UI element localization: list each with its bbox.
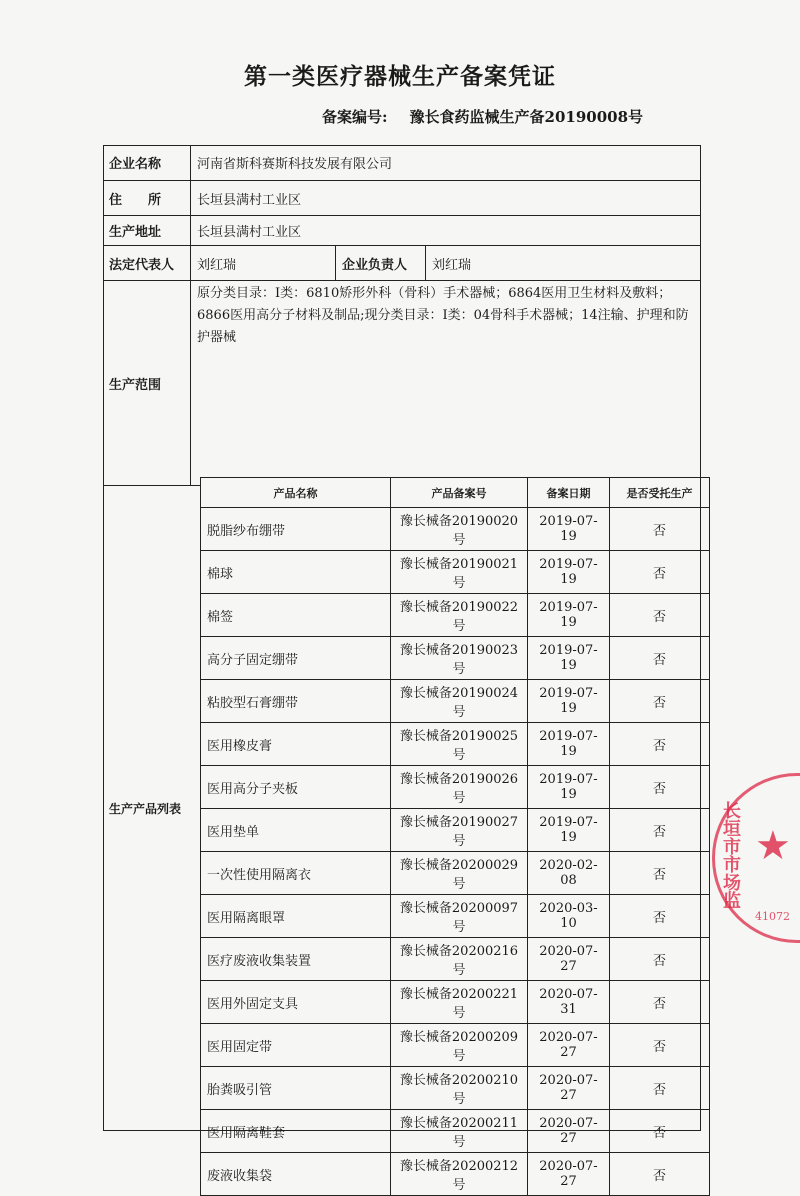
table-row <box>201 766 710 809</box>
product-name-cell: 一次性使用隔离衣 <box>201 852 391 895</box>
table-row <box>201 594 710 637</box>
date-cell: 2020-03-10 <box>528 895 610 938</box>
entrusted-cell: 否 <box>610 551 710 594</box>
registration-no-cell: 豫长械备20190027号 <box>391 809 528 852</box>
product-name-cell: 医用高分子夹板 <box>201 766 391 809</box>
legal-rep-value: 刘红瑞 <box>190 245 335 280</box>
entrusted-cell: 否 <box>610 766 710 809</box>
table-row <box>201 1024 710 1067</box>
product-name-cell: 胎粪吸引管 <box>201 1067 391 1110</box>
date-cell: 2020-07-27 <box>528 1110 610 1153</box>
production-address-label: 生产地址 <box>103 215 190 245</box>
registration-no-cell: 豫长械备20200097号 <box>391 895 528 938</box>
date-cell: 2019-07-19 <box>528 680 610 723</box>
entrusted-cell: 否 <box>610 981 710 1024</box>
registration-no-cell: 豫长械备20200029号 <box>391 852 528 895</box>
registration-no-cell: 豫长械备20190022号 <box>391 594 528 637</box>
registration-no-cell: 豫长械备20200212号 <box>391 1153 528 1196</box>
product-name-cell: 废液收集袋 <box>201 1153 391 1196</box>
principal-label: 企业负责人 <box>335 245 425 280</box>
date-cell: 2019-07-19 <box>528 637 610 680</box>
registration-label: 备案编号: <box>322 108 388 126</box>
entrusted-cell: 否 <box>610 594 710 637</box>
registration-no-cell: 豫长械备20200221号 <box>391 981 528 1024</box>
product-name-cell: 高分子固定绷带 <box>201 637 391 680</box>
date-cell: 2019-07-19 <box>528 723 610 766</box>
product-name-cell: 医用隔离眼罩 <box>201 895 391 938</box>
official-seal <box>712 773 800 943</box>
star-icon: ★ <box>755 823 791 869</box>
registration-no-cell: 豫长械备20200209号 <box>391 1024 528 1067</box>
table-row <box>201 508 710 551</box>
product-name-cell: 脱脂纱布绷带 <box>201 508 391 551</box>
table-row <box>201 895 710 938</box>
products-table <box>200 477 710 1196</box>
date-cell: 2020-07-27 <box>528 1024 610 1067</box>
registration-no-cell: 豫长械备20190025号 <box>391 723 528 766</box>
table-row <box>201 938 710 981</box>
entrusted-cell: 否 <box>610 938 710 981</box>
registration-value: 豫长食药监械生产备20190008号 <box>409 108 644 126</box>
entrusted-cell: 否 <box>610 1110 710 1153</box>
registration-no-cell: 豫长械备20200211号 <box>391 1110 528 1153</box>
document-title: 第一类医疗器械生产备案凭证 <box>244 63 556 90</box>
table-row <box>201 680 710 723</box>
address-label: 住 所 <box>103 180 190 215</box>
table-row <box>201 637 710 680</box>
entrusted-cell: 否 <box>610 852 710 895</box>
entrusted-cell: 否 <box>610 1024 710 1067</box>
table-row <box>201 1110 710 1153</box>
entrusted-cell: 否 <box>610 1153 710 1196</box>
date-cell: 2019-07-19 <box>528 551 610 594</box>
table-row <box>201 1153 710 1196</box>
company-label: 企业名称 <box>109 157 162 172</box>
table-row <box>201 809 710 852</box>
seal-text: 长垣市市场监 <box>720 801 741 909</box>
company-value: 河南省斯科赛斯科技发展有限公司 <box>190 145 701 180</box>
product-name-cell: 粘胶型石膏绷带 <box>201 680 391 723</box>
product-name-cell: 医疗废液收集装置 <box>201 938 391 981</box>
date-cell: 2019-07-19 <box>528 594 610 637</box>
registration-no-cell: 豫长械备20190026号 <box>391 766 528 809</box>
date-cell: 2019-07-19 <box>528 766 610 809</box>
product-name-cell: 棉签 <box>201 594 391 637</box>
header-product-name: 产品名称 <box>201 478 391 508</box>
date-cell: 2019-07-19 <box>528 809 610 852</box>
entrusted-cell: 否 <box>610 1067 710 1110</box>
registration-number <box>322 106 665 127</box>
entrusted-cell: 否 <box>610 895 710 938</box>
table-header-row <box>201 478 710 508</box>
product-name-cell: 医用隔离鞋套 <box>201 1110 391 1153</box>
date-cell: 2019-07-19 <box>528 508 610 551</box>
address-value: 长垣县满村工业区 <box>190 180 701 215</box>
registration-no-cell: 豫长械备20190020号 <box>391 508 528 551</box>
product-name-cell: 医用垫单 <box>201 809 391 852</box>
registration-no-cell: 豫长械备20190024号 <box>391 680 528 723</box>
date-cell: 2020-07-27 <box>528 1067 610 1110</box>
products-label: 生产产品列表 <box>103 485 200 1131</box>
registration-no-cell: 豫长械备20200210号 <box>391 1067 528 1110</box>
table-row <box>201 551 710 594</box>
header-entrusted: 是否受托生产 <box>610 478 710 508</box>
registration-no-cell: 豫长械备20190021号 <box>391 551 528 594</box>
principal-value: 刘红瑞 <box>425 245 701 280</box>
date-cell: 2020-07-31 <box>528 981 610 1024</box>
entrusted-cell: 否 <box>610 508 710 551</box>
legal-rep-label: 法定代表人 <box>103 245 190 280</box>
entrusted-cell: 否 <box>610 680 710 723</box>
entrusted-cell: 否 <box>610 637 710 680</box>
product-name-cell: 医用固定带 <box>201 1024 391 1067</box>
product-name-cell: 棉球 <box>201 551 391 594</box>
registration-no-cell: 豫长械备20190023号 <box>391 637 528 680</box>
seal-code: 41072 <box>755 910 790 923</box>
product-name-cell: 医用橡皮膏 <box>201 723 391 766</box>
table-row <box>201 1067 710 1110</box>
entrusted-cell: 否 <box>610 723 710 766</box>
scope-label: 生产范围 <box>103 280 190 485</box>
product-name-cell: 医用外固定支具 <box>201 981 391 1024</box>
table-row <box>201 723 710 766</box>
date-cell: 2020-02-08 <box>528 852 610 895</box>
table-row <box>201 981 710 1024</box>
table-row <box>201 852 710 895</box>
entrusted-cell: 否 <box>610 809 710 852</box>
header-date: 备案日期 <box>528 478 610 508</box>
date-cell: 2020-07-27 <box>528 938 610 981</box>
scope-value: 原分类目录：Ⅰ类：6810矫形外科（骨科）手术器械；6864医用卫生材料及敷料；6866医用高分子材料及制品;现分类目录：Ⅰ类：04骨科手术器械；14注输、护理和防护器械 <box>190 280 701 485</box>
registration-no-cell: 豫长械备20200216号 <box>391 938 528 981</box>
production-address-value: 长垣县满村工业区 <box>190 215 701 245</box>
header-registration-no: 产品备案号 <box>391 478 528 508</box>
date-cell: 2020-07-27 <box>528 1153 610 1196</box>
